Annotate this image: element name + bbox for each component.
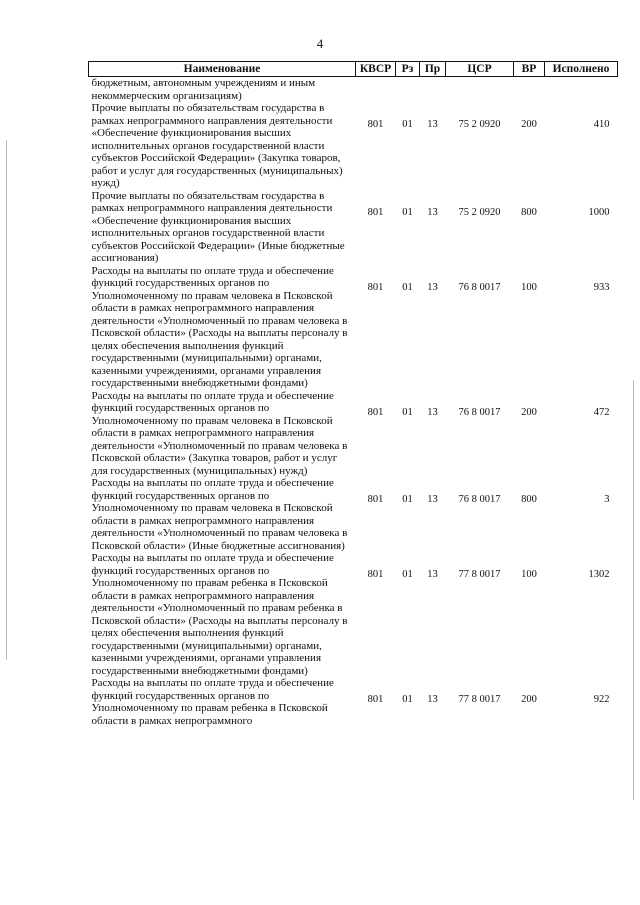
row-vr: 800 [521, 206, 537, 218]
column-header-name: Наименование [89, 62, 356, 77]
row-rz: 01 [402, 406, 413, 418]
row-name: Прочие выплаты по обязательствам государства в рамках непрограммного направления деятельности «Обеспечение функционирования высших исполнительных органов государственной власти субъектов Российской Федерации» (Иные бюджетные ассигнования) [91, 189, 345, 264]
column-header-rz: Рз [396, 62, 420, 77]
row-csr: 75 2 0920 [458, 119, 501, 130]
row-name: Расходы на выплаты по оплате труда и обеспечение функций государственных органов по Уполномоченному по правам человека в Псковской области в рамках непрограммного направления деятельности «Уполномоченный по правам человека в Псковской области» (Расходы на выплаты персоналу в целях обеспечения выполнения функций государственными (муниципальными) органами, казенными учреждениями, органами управления государственными внебюджетными фондами) [91, 264, 348, 389]
row-name: Расходы на выплаты по оплате труда и обеспечение функций государственных органов по Уполномоченному по правам ребенка в Псковской области в рамках непрограммного [91, 677, 334, 727]
table-row [89, 552, 618, 677]
row-csr: 76 8 0017 [458, 281, 501, 293]
row-csr: 76 8 0017 [458, 494, 501, 505]
row-kvsr: 801 [367, 206, 384, 218]
row-kvsr: 801 [367, 694, 384, 705]
row-vr: 200 [521, 119, 537, 130]
row-amount: 472 [593, 406, 610, 418]
row-amount: 1302 [588, 569, 610, 580]
row-vr: 100 [521, 281, 537, 293]
scan-edge-mark [633, 380, 634, 800]
row-vr: 100 [521, 569, 537, 580]
row-vr: 800 [521, 494, 537, 505]
table-row [89, 190, 618, 265]
column-header-kvsr: КВСР [356, 62, 396, 77]
table-row [89, 102, 618, 190]
row-kvsr: 801 [367, 406, 384, 418]
row-pr: 13 [427, 406, 438, 418]
row-csr: 77 8 0017 [458, 694, 501, 705]
row-amount: 922 [593, 694, 610, 705]
row-rz: 01 [402, 206, 413, 218]
table-row [89, 77, 618, 103]
column-header-vr: ВР [514, 62, 545, 77]
row-pr: 13 [427, 281, 438, 293]
row-pr: 13 [427, 206, 438, 218]
row-rz: 01 [402, 694, 413, 705]
row-pr: 13 [427, 494, 438, 505]
column-header-csr: ЦСР [446, 62, 514, 77]
row-pr: 13 [427, 569, 438, 580]
row-csr: 77 8 0017 [458, 569, 501, 580]
row-name-continuation: бюджетным, автономным учреждениям и иным некоммерческим организациям) [91, 77, 316, 102]
row-kvsr: 801 [367, 119, 384, 130]
table-row [89, 477, 618, 552]
row-kvsr: 801 [367, 494, 384, 505]
row-rz: 01 [402, 494, 413, 505]
row-amount: 410 [593, 119, 610, 130]
row-rz: 01 [402, 569, 413, 580]
row-rz: 01 [402, 119, 413, 130]
row-pr: 13 [427, 119, 438, 130]
budget-table [88, 61, 618, 727]
table-row [89, 265, 618, 390]
row-pr: 13 [427, 694, 438, 705]
page-number: 4 [316, 36, 324, 51]
row-vr: 200 [521, 406, 537, 418]
row-name: Расходы на выплаты по оплате труда и обеспечение функций государственных органов по Уполномоченному по правам человека в Псковской области в рамках непрограммного направления деятельности «Уполномоченный по правам человека в Псковской области» (Иные бюджетные ассигнования) [91, 477, 348, 552]
scan-edge-mark [6, 140, 7, 660]
row-name: Расходы на выплаты по оплате труда и обеспечение функций государственных органов по Уполномоченному по правам ребенка в Псковской области в рамках непрограммного направления деятельности «Уполномоченный по правам ребенка в Псковской области» (Расходы на выплаты персоналу в целях обеспечения выполнения функций государственными (муниципальными) органами, казенными учреждениями, органами управления государственными внебюджетными фондами) [91, 552, 348, 677]
row-vr: 200 [521, 694, 537, 705]
row-csr: 76 8 0017 [458, 406, 501, 418]
row-amount: 3 [604, 494, 610, 505]
table-header-row [89, 62, 618, 77]
row-kvsr: 801 [367, 569, 384, 580]
row-kvsr: 801 [367, 281, 384, 293]
row-amount: 1000 [588, 206, 610, 218]
column-header-pr: Пр [420, 62, 446, 77]
row-rz: 01 [402, 281, 413, 293]
table-row [89, 677, 618, 727]
column-header-amount: Исполнено [545, 62, 618, 77]
row-name: Расходы на выплаты по оплате труда и обеспечение функций государственных органов по Уполномоченному по правам человека в Псковской области в рамках непрограммного направления деятельности «Уполномоченный по правам человека в Псковской области» (Закупка товаров, работ и услуг для государственных (муниципальных) нужд) [91, 389, 348, 477]
row-amount: 933 [593, 281, 610, 293]
row-csr: 75 2 0920 [458, 206, 501, 218]
table-row [89, 390, 618, 478]
row-name: Прочие выплаты по обязательствам государства в рамках непрограммного направления деятельности «Обеспечение функционирования высших исполнительных органов государственной власти субъектов Российской Федерации» (Закупка товаров, работ и услуг для государственных (муниципальных) нужд) [91, 102, 343, 189]
